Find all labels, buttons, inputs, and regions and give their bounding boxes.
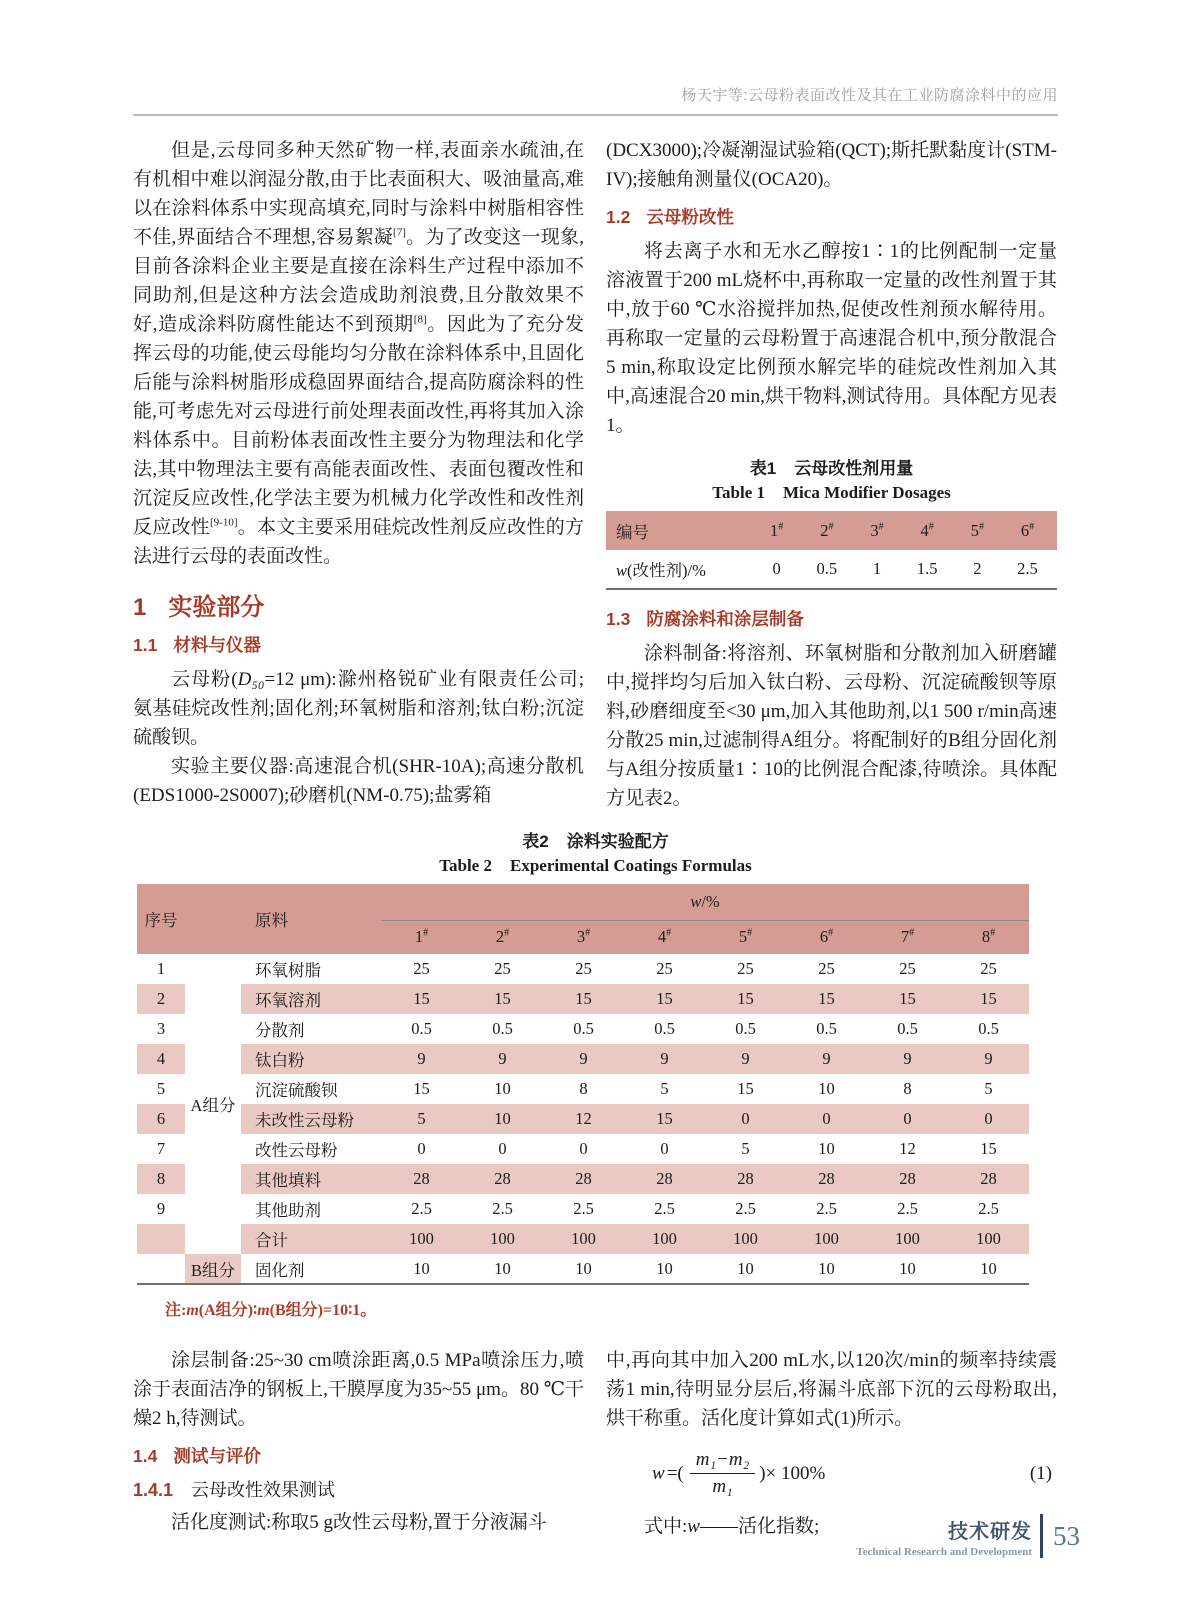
row-no: 4 bbox=[137, 1044, 185, 1074]
cell: 12 bbox=[899, 1139, 916, 1158]
hash-sup: # bbox=[423, 927, 429, 939]
cell: 28 bbox=[948, 1164, 1029, 1194]
table1-col bbox=[797, 511, 856, 550]
col-num: 3 bbox=[870, 520, 879, 540]
table2-caption-zh-label: 表2 bbox=[522, 832, 549, 851]
intro-text: 。因此为了充分发挥云母的功能,使云母能均匀分散在涂料体系中,且固化后能与涂料树脂形成稳固界面结合,提高防腐涂料的性能,可考虑先对云母进行前处理表面改性,再将其加入涂料体系中。目前粉体表面改性主要分为物理法和化学法,其中物理法主要有高能表面改性、表面包覆改性和沉淀反应改性,化学法主要为机械力化学改性和改性剂反应改性 bbox=[133, 314, 584, 538]
footer-section-label bbox=[856, 1515, 1032, 1558]
col-num: 5 bbox=[738, 927, 748, 947]
cell: 2.5 bbox=[411, 1199, 432, 1218]
cell: 2.5 bbox=[735, 1199, 756, 1218]
table1-row-label bbox=[606, 550, 756, 589]
bottom-left-column bbox=[133, 1346, 584, 1541]
section-1-1-number: 1.1 bbox=[133, 635, 158, 655]
hash-sup: # bbox=[666, 927, 672, 939]
cell: 25 bbox=[980, 959, 997, 978]
hash-sup: # bbox=[990, 927, 996, 939]
hash-sup: # bbox=[585, 927, 591, 939]
cell: 0 bbox=[948, 1104, 1029, 1134]
cell: 15 bbox=[381, 984, 462, 1014]
row-material: 环氧溶剂 bbox=[241, 984, 381, 1014]
materials-paragraph bbox=[133, 665, 584, 752]
row-material: 未改性云母粉 bbox=[241, 1104, 381, 1134]
top-columns bbox=[133, 136, 1058, 813]
hash-sup: # bbox=[909, 927, 915, 939]
footer-label-en: Technical Research and Development bbox=[856, 1545, 1032, 1558]
section-1-2-number: 1.2 bbox=[606, 207, 631, 227]
cell: 25 bbox=[818, 959, 835, 978]
cell: 10 bbox=[818, 1079, 835, 1098]
section-1-title: 实验部分 bbox=[168, 594, 265, 621]
row-material: 环氧树脂 bbox=[255, 961, 321, 980]
cell: 0 bbox=[417, 1139, 426, 1158]
table2-caption-en-text: Experimental Coatings Formulas bbox=[509, 856, 752, 875]
cell: 0 bbox=[498, 1139, 507, 1158]
table2-col-material: 原料 bbox=[241, 884, 381, 954]
w-symbol: w bbox=[616, 561, 628, 580]
page-footer bbox=[856, 1514, 1080, 1558]
cell: 9 bbox=[624, 1044, 705, 1074]
col-num: 6 bbox=[1020, 520, 1030, 540]
table1-value: 2 bbox=[973, 559, 982, 578]
cell: 0 bbox=[660, 1139, 669, 1158]
row-no bbox=[137, 1254, 185, 1284]
group-a-label: A组分 bbox=[190, 1096, 236, 1115]
table2-header-row-1 bbox=[137, 884, 1029, 920]
cell: 2.5 bbox=[654, 1199, 675, 1218]
cell: 15 bbox=[980, 1139, 997, 1158]
activation-continued-paragraph: 中,再向其中加入200 mL水,以120次/min的频率持续震荡1 min,待明显分层后,将漏斗底部下沉的云母粉取出,烘干称重。活化度计算如式(1)所示。 bbox=[606, 1350, 1057, 1429]
hash-sup: # bbox=[747, 927, 753, 939]
section-1-number: 1 bbox=[133, 594, 147, 621]
cell: 9 bbox=[543, 1044, 624, 1074]
running-title: 杨天宇等:云母粉表面改性及其在工业防腐涂料中的应用 bbox=[681, 87, 1058, 104]
group-b-label: B组分 bbox=[185, 1254, 241, 1284]
row-no: 7 bbox=[156, 1139, 166, 1158]
table1-col bbox=[998, 511, 1057, 550]
cell: 5 bbox=[984, 1079, 993, 1098]
modification-paragraph: 将去离子水和无水乙醇按1∶1的比例配制一定量溶液置于200 mL烧杯中,再称取一定量的改性剂置于其中,放于60 ℃水浴搅拌加热,促使改性剂预水解待用。再称取一定量的云母粉置于高速混合机中,预分散混合5 min,称取设定比例预水解完毕的硅烷改性剂加入其中,高速混合20 min,烘干物料,测试待用。具体配方见表1。 bbox=[606, 241, 1057, 436]
note-text: 注: bbox=[165, 1302, 187, 1319]
section-1-3-heading bbox=[606, 606, 1057, 631]
row-material: 分散剂 bbox=[255, 1021, 305, 1040]
row-no: 5 bbox=[156, 1079, 166, 1098]
cell: 15 bbox=[705, 984, 786, 1014]
table2-col bbox=[543, 920, 624, 954]
table2-note bbox=[165, 1297, 1058, 1320]
table1-value: 2.5 bbox=[1017, 559, 1038, 578]
cell: 28 bbox=[705, 1164, 786, 1194]
cell: 25 bbox=[575, 959, 592, 978]
hash-sup: # bbox=[778, 521, 784, 532]
intro-paragraph bbox=[133, 136, 584, 571]
m-symbol: m bbox=[257, 1302, 270, 1319]
col-num: 2 bbox=[820, 520, 829, 540]
table2-caption-en-label: Table 2 bbox=[439, 856, 492, 875]
cell: 15 bbox=[948, 984, 1029, 1014]
cell: 0.5 bbox=[492, 1019, 513, 1038]
bottom-right-column bbox=[606, 1346, 1057, 1541]
section-1-heading bbox=[133, 587, 584, 622]
col-num: 6 bbox=[819, 927, 829, 947]
cell: 15 bbox=[624, 984, 705, 1014]
table1-value: 1.5 bbox=[916, 559, 938, 578]
cell: 5 bbox=[741, 1139, 750, 1158]
cell: 100 bbox=[381, 1224, 462, 1254]
where-text: 式中: bbox=[644, 1516, 688, 1537]
table2-col-group bbox=[185, 884, 241, 954]
citation-9-10: [9-10] bbox=[210, 516, 238, 529]
cell: 5 bbox=[660, 1079, 669, 1098]
table2-col bbox=[624, 920, 705, 954]
cell: 9 bbox=[381, 1044, 462, 1074]
row-no: 3 bbox=[156, 1019, 166, 1038]
row-material: 其他助剂 bbox=[255, 1201, 321, 1220]
cell: 28 bbox=[786, 1164, 867, 1194]
col-num: 2 bbox=[495, 927, 505, 947]
cell: 100 bbox=[786, 1224, 867, 1254]
table2-section bbox=[133, 827, 1058, 1320]
cell: 10 bbox=[737, 1258, 754, 1278]
cell: 100 bbox=[867, 1224, 948, 1254]
table1-col bbox=[856, 511, 897, 550]
col-num: 4 bbox=[920, 520, 929, 540]
section-1-4-1-heading bbox=[133, 1476, 584, 1502]
table1-header-row bbox=[606, 511, 1057, 550]
fraction-numerator: m₁−m₂ bbox=[690, 1449, 755, 1474]
cell: 0 bbox=[786, 1104, 867, 1134]
table2-caption-zh bbox=[133, 827, 1058, 852]
cell: 15 bbox=[867, 984, 948, 1014]
row-no: 2 bbox=[137, 984, 185, 1014]
table1-caption-zh-label: 表1 bbox=[749, 459, 777, 478]
table1-caption-zh bbox=[606, 454, 1057, 479]
instruments-paragraph: 实验主要仪器:高速混合机(SHR-10A);高速分散机(EDS1000-2S0007);砂磨机(NM-0.75);盐雾箱 bbox=[133, 756, 584, 806]
cell: 0.5 bbox=[654, 1019, 675, 1038]
cell: 10 bbox=[818, 1258, 835, 1278]
cell: 10 bbox=[818, 1139, 835, 1158]
table1 bbox=[606, 511, 1057, 590]
section-1-4-number: 1.4 bbox=[133, 1446, 158, 1466]
cell: 15 bbox=[737, 1079, 754, 1098]
w-label-rest: /% bbox=[701, 891, 720, 911]
coating-prep-paragraph: 涂料制备:将溶剂、环氧树脂和分散剂加入研磨罐中,搅拌均匀后加入钛白粉、云母粉、沉淀硫酸钡等原料,砂磨细度至<30 μm,加入其他助剂,以1 500 r/min高速分散25 min,过滤制得A组分。将配制好的B组分固化剂与A组分按质量1∶10的比例混合配漆,待喷涂。具体配方见表2。 bbox=[606, 643, 1057, 809]
table2-col bbox=[948, 920, 1029, 954]
cell: 8 bbox=[579, 1079, 588, 1098]
table2 bbox=[137, 884, 1029, 1285]
cell: 0 bbox=[705, 1104, 786, 1134]
col-num: 8 bbox=[981, 927, 991, 947]
materials-text: =12 μm):滁州格锐矿业有限责任公司;氨基硅烷改性剂;固化剂;环氧树脂和溶剂;钛白粉;沉淀硫酸钡。 bbox=[133, 669, 584, 748]
table1-data-row bbox=[606, 550, 1057, 589]
cell: 10 bbox=[980, 1258, 997, 1278]
citation-7: [7] bbox=[393, 226, 406, 239]
cell: 15 bbox=[462, 984, 543, 1014]
table1-col bbox=[756, 511, 797, 550]
cell: 12 bbox=[543, 1104, 624, 1134]
table1-caption-en-text: Mica Modifier Dosages bbox=[783, 483, 951, 502]
cell: 9 bbox=[462, 1044, 543, 1074]
row-material: 合计 bbox=[241, 1224, 381, 1254]
note-text: (A组分)∶ bbox=[198, 1302, 258, 1319]
d50-symbol: D₅₀ bbox=[237, 669, 265, 690]
row-label-text: (改性剂)/% bbox=[627, 561, 706, 580]
hash-sup: # bbox=[504, 927, 510, 939]
cell: 0.5 bbox=[897, 1019, 918, 1038]
cell: 25 bbox=[737, 959, 754, 978]
table-row bbox=[137, 1074, 1029, 1104]
cell: 10 bbox=[899, 1258, 916, 1278]
cell: 9 bbox=[867, 1044, 948, 1074]
hash-sup: # bbox=[978, 521, 984, 532]
row-material: 其他填料 bbox=[241, 1164, 381, 1194]
table-row-component-b bbox=[137, 1254, 1029, 1284]
activation-test-paragraph: 活化度测试:称取5 g改性云母粉,置于分液漏斗 bbox=[171, 1512, 547, 1533]
section-1-1-title: 材料与仪器 bbox=[173, 635, 261, 655]
table2-w-header bbox=[381, 884, 1029, 920]
cell: 0 bbox=[867, 1104, 948, 1134]
table-row bbox=[137, 1194, 1029, 1224]
cell: 100 bbox=[462, 1224, 543, 1254]
section-1-4-title: 测试与评价 bbox=[173, 1446, 261, 1466]
hash-sup: # bbox=[828, 521, 834, 532]
cell: 2.5 bbox=[816, 1199, 837, 1218]
cell: 25 bbox=[656, 959, 673, 978]
row-no: 9 bbox=[156, 1199, 166, 1218]
cell: 25 bbox=[413, 959, 430, 978]
col-num: 1 bbox=[414, 927, 424, 947]
cell: 0.5 bbox=[816, 1019, 837, 1038]
row-no: 8 bbox=[137, 1164, 185, 1194]
cell: 0.5 bbox=[573, 1019, 594, 1038]
col-num: 1 bbox=[770, 520, 779, 540]
row-material: 钛白粉 bbox=[241, 1044, 381, 1074]
cell: 15 bbox=[413, 1079, 430, 1098]
table1-value: 1 bbox=[872, 559, 882, 578]
section-1-2-title: 云母粉改性 bbox=[646, 207, 734, 227]
equation-1 bbox=[652, 1449, 1052, 1498]
table1-header-label: 编号 bbox=[616, 522, 649, 542]
top-left-column bbox=[133, 136, 584, 813]
cell: 100 bbox=[948, 1224, 1029, 1254]
cell: 100 bbox=[543, 1224, 624, 1254]
section-1-2-heading bbox=[606, 204, 1057, 229]
bottom-columns bbox=[133, 1346, 1058, 1541]
table-row bbox=[137, 1104, 1029, 1134]
col-num: 7 bbox=[900, 927, 910, 947]
table-row bbox=[137, 1134, 1029, 1164]
hash-sup: # bbox=[1029, 521, 1035, 532]
table-row bbox=[137, 1164, 1029, 1194]
section-1-3-title: 防腐涂料和涂层制备 bbox=[646, 609, 804, 629]
col-num: 5 bbox=[970, 520, 979, 540]
table-row bbox=[137, 1014, 1029, 1044]
cell: 28 bbox=[462, 1164, 543, 1194]
w-symbol: w bbox=[652, 1462, 665, 1484]
cell: 0.5 bbox=[411, 1019, 432, 1038]
cell: 2.5 bbox=[978, 1199, 999, 1218]
cell: 15 bbox=[543, 984, 624, 1014]
table-row bbox=[137, 1044, 1029, 1074]
close-times-100: )× 100% bbox=[759, 1462, 826, 1484]
cell: 10 bbox=[462, 1104, 543, 1134]
row-material: 沉淀硫酸钡 bbox=[255, 1081, 338, 1100]
cell: 2.5 bbox=[492, 1199, 513, 1218]
section-1-4-1-title: 云母改性效果测试 bbox=[191, 1480, 336, 1500]
cell: 10 bbox=[494, 1079, 511, 1098]
hash-sup: # bbox=[928, 521, 934, 532]
cell: 9 bbox=[948, 1044, 1029, 1074]
fraction bbox=[690, 1449, 755, 1498]
row-no: 1 bbox=[156, 959, 166, 978]
running-head-rule bbox=[133, 114, 1058, 116]
table2-col bbox=[381, 920, 462, 954]
row-no bbox=[137, 1224, 185, 1254]
table2-col bbox=[705, 920, 786, 954]
cell: 0.5 bbox=[978, 1019, 999, 1038]
col-num: 4 bbox=[657, 927, 667, 947]
coating-layer-paragraph: 涂层制备:25~30 cm喷涂距离,0.5 MPa喷涂压力,喷涂于表面洁净的钢板上,干膜厚度为35~55 μm。80 ℃干燥2 h,待测试。 bbox=[133, 1350, 584, 1429]
intro-text: 。为了改变这一现象,目前各涂料企业主要是直接在涂料生产过程中添加不同助剂,但是这种方法会造成助剂浪费,且分散效果不好,造成涂料防腐性能达不到预期 bbox=[133, 227, 584, 335]
cell: 2.5 bbox=[573, 1199, 594, 1218]
citation-8: [8] bbox=[413, 313, 427, 326]
table1-caption-en-label: Table 1 bbox=[712, 483, 765, 502]
cell: 28 bbox=[867, 1164, 948, 1194]
section-1-4-heading bbox=[133, 1443, 584, 1468]
where-text: ——活化指数; bbox=[699, 1516, 820, 1537]
intro-text: 但是,云母同多种天然矿物一样,表面亲水疏油,在有机相中难以润湿分散,由于比表面积大、吸油量高,难以在涂料体系中实现高填充,同时与涂料中树脂相容性不佳,界面结合不理想,容易絮凝 bbox=[133, 140, 584, 248]
col-num: 3 bbox=[576, 927, 586, 947]
intro-text: 。本文主要采用硅烷改性剂反应改性的方法进行云母的表面改性。 bbox=[133, 517, 584, 567]
cell: 10 bbox=[575, 1258, 592, 1278]
table-row bbox=[137, 954, 1029, 984]
table2-col-no: 序号 bbox=[137, 884, 185, 954]
table2-caption-en bbox=[133, 856, 1058, 876]
footer-divider bbox=[1040, 1514, 1043, 1558]
page-number: 53 bbox=[1053, 1520, 1080, 1551]
cell: 15 bbox=[624, 1104, 705, 1134]
cell: 28 bbox=[543, 1164, 624, 1194]
row-material: 改性云母粉 bbox=[255, 1141, 338, 1160]
cell: 10 bbox=[413, 1258, 430, 1278]
instruments-continued-paragraph: (DCX3000);冷凝潮湿试验箱(QCT);斯托默黏度计(STM-IV);接触角测量仪(OCA20)。 bbox=[606, 140, 1057, 190]
equation-number: (1) bbox=[1029, 1462, 1052, 1484]
section-1-3-number: 1.3 bbox=[606, 609, 631, 629]
m-symbol: m bbox=[186, 1302, 199, 1319]
cell: 28 bbox=[624, 1164, 705, 1194]
cell: 100 bbox=[705, 1224, 786, 1254]
footer-label-zh: 技术研发 bbox=[948, 1520, 1032, 1543]
cell: 10 bbox=[494, 1258, 511, 1278]
running-head bbox=[133, 0, 1058, 116]
cell: 5 bbox=[381, 1104, 462, 1134]
table1-col bbox=[898, 511, 957, 550]
fraction-denominator: m₁ bbox=[712, 1476, 733, 1497]
w-symbol: w bbox=[687, 1516, 700, 1537]
cell: 15 bbox=[786, 984, 867, 1014]
cell: 9 bbox=[705, 1044, 786, 1074]
table2-col bbox=[786, 920, 867, 954]
cell: 0.5 bbox=[735, 1019, 756, 1038]
table1-value: 0.5 bbox=[816, 559, 838, 578]
materials-text: 云母粉( bbox=[171, 669, 238, 690]
cell: 8 bbox=[903, 1079, 912, 1098]
w-symbol: w bbox=[690, 891, 702, 911]
cell: 2.5 bbox=[897, 1199, 918, 1218]
cell: 9 bbox=[786, 1044, 867, 1074]
table1-value: 0 bbox=[772, 559, 781, 578]
cell: 100 bbox=[624, 1224, 705, 1254]
hash-sup: # bbox=[878, 521, 884, 532]
table-row bbox=[137, 984, 1029, 1014]
table2-col bbox=[462, 920, 543, 954]
table-row-total bbox=[137, 1224, 1029, 1254]
hash-sup: # bbox=[828, 927, 834, 939]
table1-caption-en bbox=[606, 483, 1057, 503]
table2-caption-zh-text: 涂料实验配方 bbox=[566, 832, 669, 851]
table2-col bbox=[867, 920, 948, 954]
table1-col bbox=[957, 511, 998, 550]
table1-caption-zh-text: 云母改性剂用量 bbox=[794, 459, 914, 478]
top-right-column bbox=[606, 136, 1057, 813]
section-1-1-heading bbox=[133, 632, 584, 657]
row-material: 固化剂 bbox=[255, 1260, 305, 1280]
equals-open: =( bbox=[666, 1462, 684, 1484]
cell: 28 bbox=[381, 1164, 462, 1194]
cell: 10 bbox=[656, 1258, 673, 1278]
cell: 0 bbox=[579, 1139, 588, 1158]
row-no: 6 bbox=[137, 1104, 185, 1134]
section-1-4-1-number: 1.4.1 bbox=[133, 1480, 174, 1500]
note-text: (B组分)=10∶1。 bbox=[269, 1302, 377, 1319]
cell: 25 bbox=[899, 959, 916, 978]
cell: 25 bbox=[494, 959, 511, 978]
